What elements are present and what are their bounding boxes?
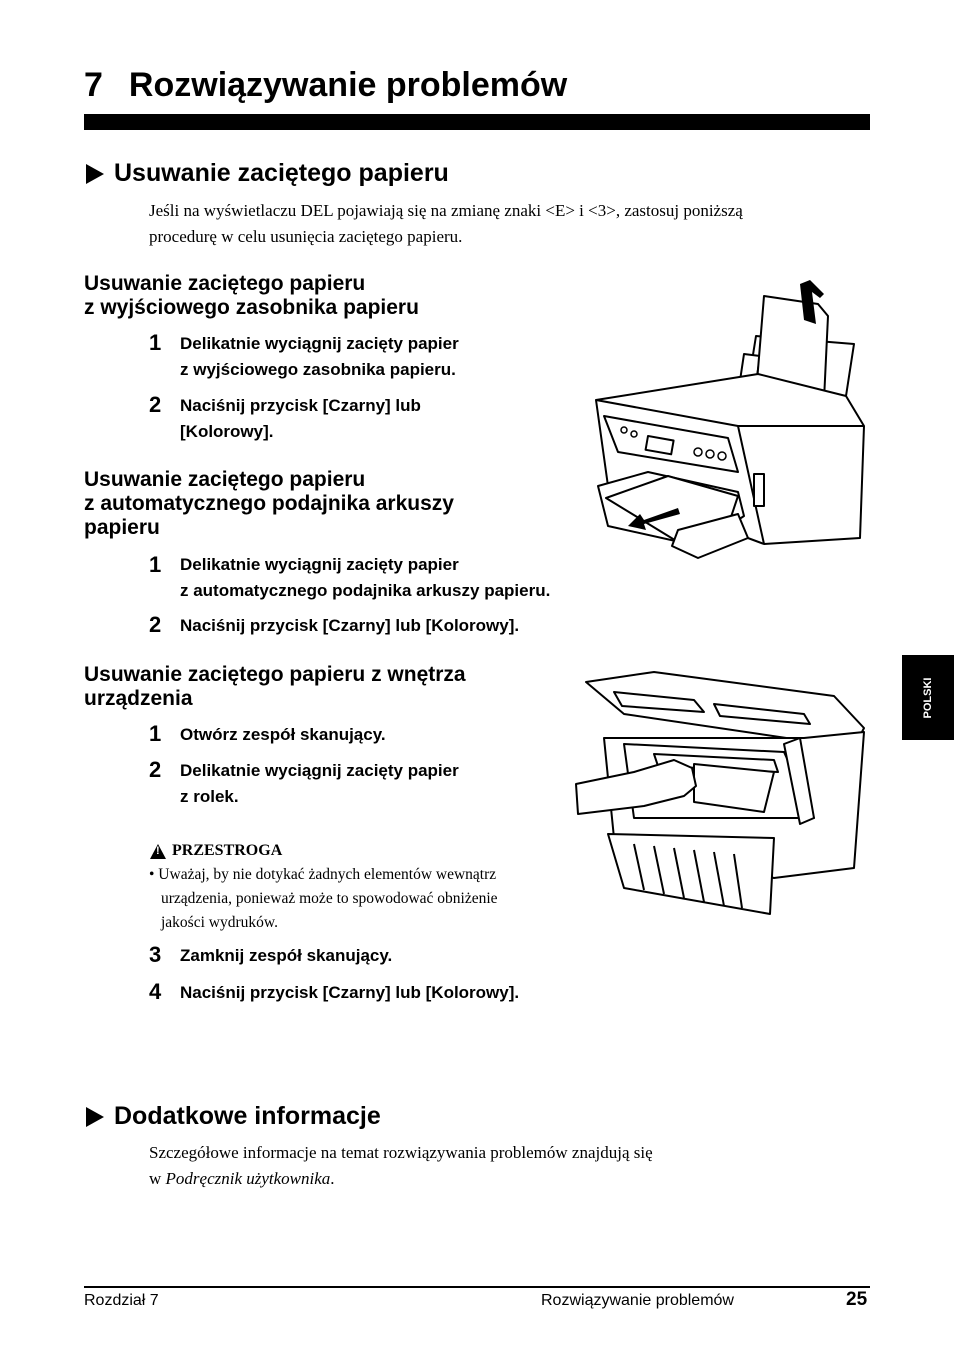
subheading-line: Usuwanie zaciętego papieru z wnętrza (84, 663, 466, 686)
chapter-title-text: Rozwiązywanie problemów (128, 66, 568, 104)
step-text (180, 393, 421, 445)
subheading-inside-device (84, 663, 466, 711)
intro-line: procedurę w celu usunięcia zaciętego papieru. (149, 227, 463, 246)
step-number: 2 (149, 392, 162, 417)
step-number: 1 (149, 721, 162, 746)
step-text (180, 331, 459, 383)
step-line: [Kolorowy]. (180, 422, 274, 441)
footer-title: Rozwiązywanie problemów (541, 1292, 734, 1309)
caution-line: jakości wydruków. (161, 914, 278, 931)
printer-inside-illustration (574, 668, 870, 924)
subheading-line: z automatycznego podajnika arkuszy (84, 492, 454, 515)
step-line: z rolek. (180, 787, 239, 806)
step-number: 3 (149, 942, 162, 967)
caution-line: urządzenia, ponieważ może to spowodować obniżenie (161, 890, 498, 907)
section-heading-additional-info (86, 1102, 381, 1131)
step-number: 1 (149, 552, 162, 577)
subheading-auto-feeder (84, 468, 454, 540)
step-text (180, 980, 519, 1006)
subheading-line: Usuwanie zaciętego papieru (84, 272, 366, 295)
step-line: z wyjściowego zasobnika papieru. (180, 360, 456, 379)
chapter-rule (84, 114, 870, 130)
step-line: Zamknij zespół skanujący. (180, 946, 393, 965)
step-line: Delikatnie wyciągnij zacięty papier (180, 555, 459, 574)
info-prefix: w (149, 1169, 166, 1188)
manual-title: Podręcznik użytkownika (165, 1169, 331, 1188)
subheading-line: z wyjściowego zasobnika papieru (84, 296, 419, 319)
caution-title-text: PRZESTROGA (172, 842, 283, 859)
intro-line: Jeśli na wyświetlaczu DEL pojawiają się na zmianę znaki <E> i <3>, zastosuj poniższą (149, 201, 743, 220)
footer-rule (84, 1286, 870, 1288)
footer-chapter: Rozdział 7 (84, 1292, 159, 1309)
step-line: z automatycznego podajnika arkuszy papieru. (180, 581, 551, 600)
step-text (180, 722, 386, 748)
chapter-title (84, 66, 567, 105)
step-number: 2 (149, 757, 162, 782)
subheading-line: papieru (84, 516, 160, 539)
step-text (180, 943, 392, 969)
language-tab-label: POLSKI (922, 677, 934, 718)
subheading-output-tray (84, 272, 419, 320)
step-number: 1 (149, 330, 162, 355)
step-text (180, 758, 459, 810)
subheading-line: urządzenia (84, 687, 193, 710)
step-line: Otwórz zespół skanujący. (180, 725, 386, 744)
section-intro (149, 198, 743, 250)
caution-line: • Uważaj, by nie dotykać żadnych elementów wewnątrz (149, 866, 497, 883)
section-heading-text: Usuwanie zaciętego papieru (114, 159, 449, 187)
step-line: Naciśnij przycisk [Czarny] lub (180, 396, 421, 415)
step-number: 2 (149, 612, 162, 637)
step-text (180, 613, 519, 639)
warning-icon (150, 844, 166, 859)
page-number: 25 (846, 1289, 868, 1310)
info-line: Szczegółowe informacje na temat rozwiązywania problemów znajdują się (149, 1143, 653, 1162)
triangle-bullet-icon (86, 164, 104, 184)
section-heading-text: Dodatkowe informacje (114, 1102, 381, 1130)
step-line: Naciśnij przycisk [Czarny] lub [Kolorowy]. (180, 616, 520, 635)
step-number: 4 (149, 979, 162, 1004)
step-line: Delikatnie wyciągnij zacięty papier (180, 761, 459, 780)
caution-text (149, 863, 498, 935)
step-text (180, 552, 550, 604)
step-line: Naciśnij przycisk [Czarny] lub [Kolorowy]. (180, 983, 520, 1002)
printer-output-tray-illustration (588, 276, 872, 566)
language-tab (902, 655, 954, 740)
caution-heading (150, 842, 282, 860)
additional-info-text (149, 1140, 653, 1192)
chapter-number: 7 (84, 66, 103, 104)
subheading-line: Usuwanie zaciętego papieru (84, 468, 366, 491)
triangle-bullet-icon (86, 1107, 104, 1127)
step-line: Delikatnie wyciągnij zacięty papier (180, 334, 459, 353)
info-line (149, 1166, 653, 1192)
info-suffix: . (330, 1169, 335, 1188)
section-heading-paper-jam (86, 159, 449, 188)
